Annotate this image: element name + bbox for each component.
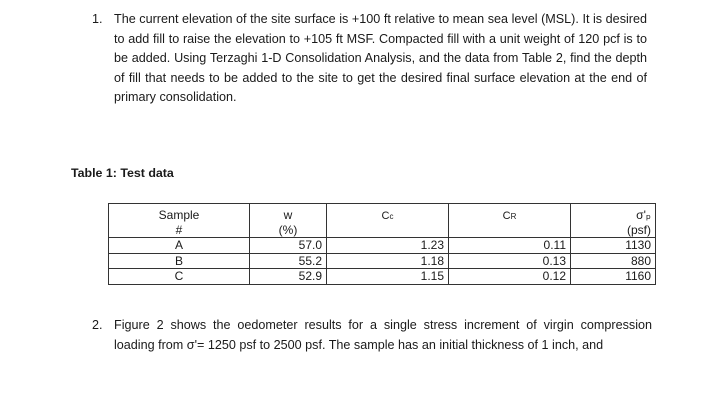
table-row [109, 238, 656, 254]
cell-sample: B [109, 253, 250, 269]
table-row [109, 253, 656, 269]
cell-cr: 0.11 [449, 238, 571, 254]
header-sample-unit: # [109, 223, 250, 238]
question-1 [92, 10, 647, 108]
cell-sample: A [109, 238, 250, 254]
table-header-row [109, 204, 656, 223]
header-cc: Cc [327, 204, 449, 238]
cell-w: 57.0 [250, 238, 327, 254]
question-2-number: 2. [92, 318, 103, 332]
cell-stress: 1130 [571, 238, 656, 254]
cell-cc: 1.15 [327, 269, 449, 285]
test-data-table [108, 203, 656, 285]
cell-cc: 1.23 [327, 238, 449, 254]
header-preconsolidation-stress: σ'ₚ [571, 204, 656, 223]
question-1-text: The current elevation of the site surface is +100 ft relative to mean sea level (MSL). It is desired to add fill to raise the elevation to +105 ft MSF. Compacted fill with a unit weight of 120 pcf is to be added. Using Terzaghi 1-D Consolidation Analysis, and the data from Table 2, find the depth of fill that needs to be added to the site to get the desired final surface elevation at the end of primary consolidation. [114, 12, 647, 104]
cell-cr: 0.12 [449, 269, 571, 285]
cell-w: 52.9 [250, 269, 327, 285]
header-w-unit: (%) [250, 223, 327, 238]
header-w: w [250, 204, 327, 223]
cell-cr: 0.13 [449, 253, 571, 269]
header-stress-unit: (psf) [571, 223, 656, 238]
question-1-number: 1. [92, 12, 103, 26]
table-row [109, 269, 656, 285]
cell-stress: 880 [571, 253, 656, 269]
cell-w: 55.2 [250, 253, 327, 269]
question-2 [92, 316, 652, 355]
header-sample: Sample [109, 204, 250, 223]
question-2-text: Figure 2 shows the oedometer results for a single stress increment of virgin compression loading from σ'= 1250 psf to 2500 psf. The sample has an initial thickness of 1 inch, and [114, 318, 652, 352]
cell-cc: 1.18 [327, 253, 449, 269]
header-cr: CR [449, 204, 571, 238]
cell-sample: C [109, 269, 250, 285]
table-caption: Table 1: Test data [71, 166, 174, 180]
cell-stress: 1160 [571, 269, 656, 285]
